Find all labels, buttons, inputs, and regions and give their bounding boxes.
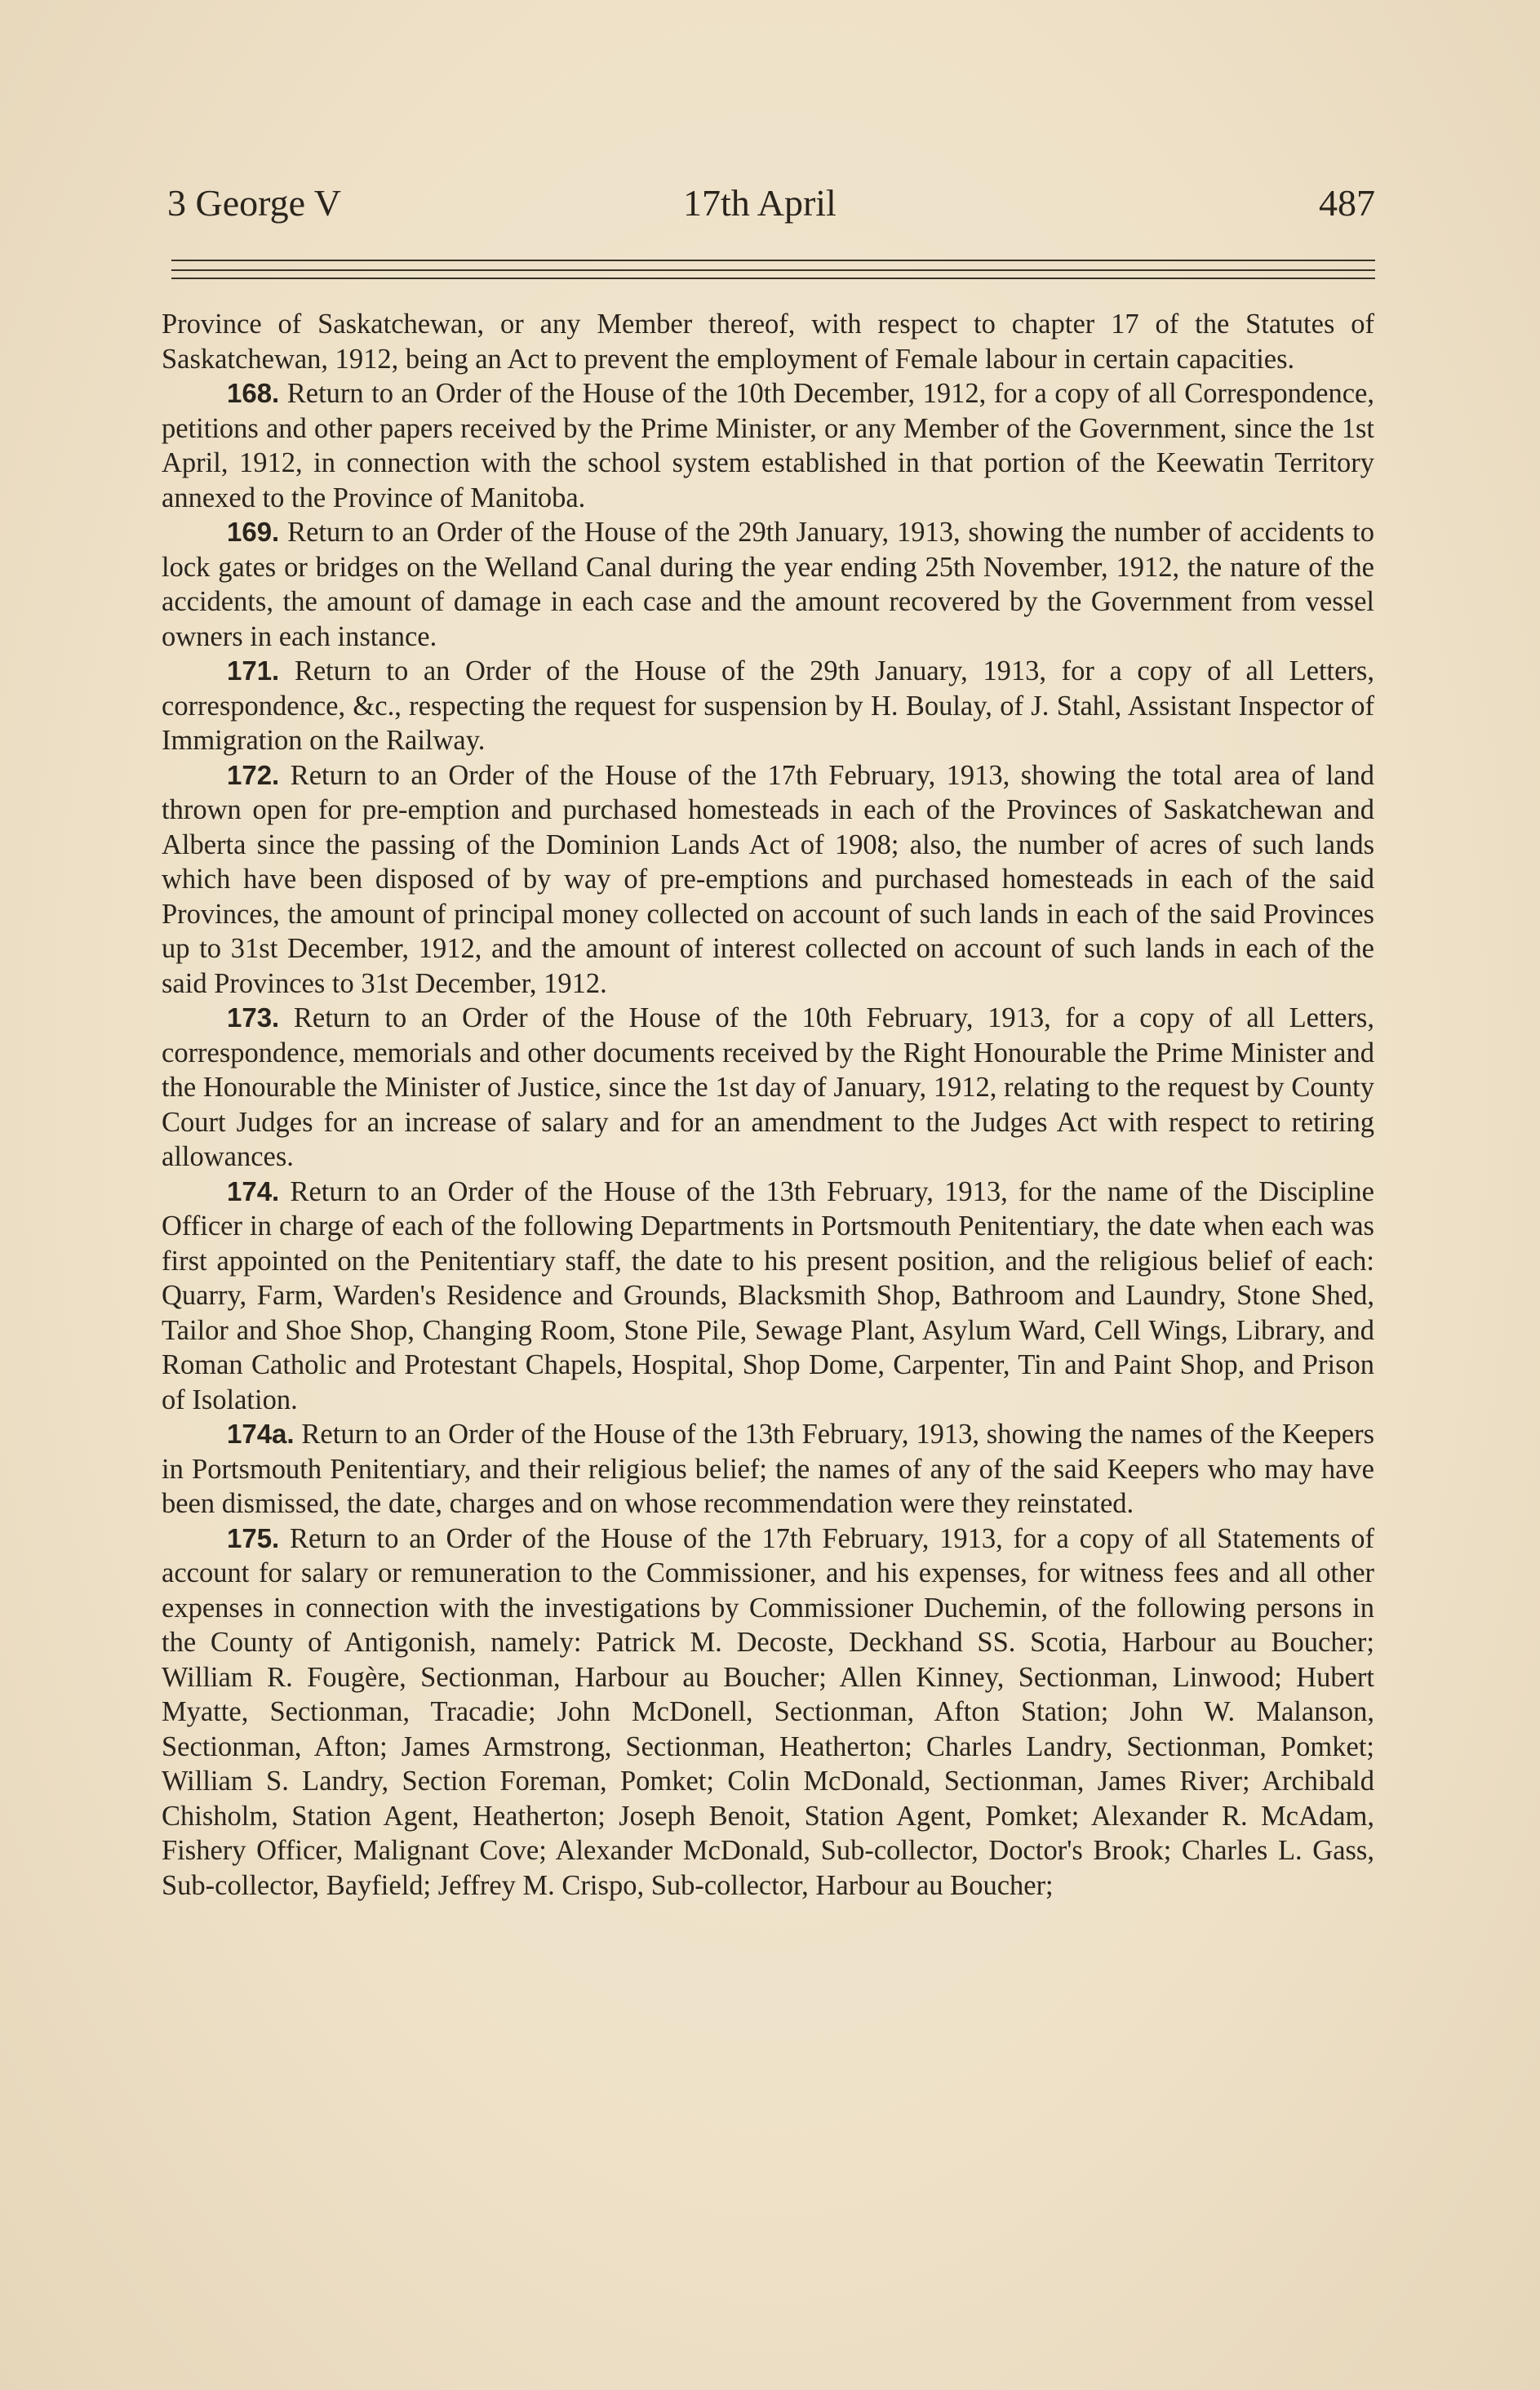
entry-number: 175. bbox=[227, 1522, 280, 1553]
entry-168 bbox=[162, 376, 1374, 515]
running-header bbox=[167, 175, 1375, 232]
entry-number: 168. bbox=[227, 378, 280, 408]
entry-text: Return to an Order of the House of the 10th December, 1912, for a copy of all Correspondence, petitions and other papers received by the Prime Minister, or any Member of the Government, since the 1st April, 1912, in connection with the school system established in that portion of the Keewatin Territory annexed to the Province of Manitoba. bbox=[162, 378, 1374, 513]
entry-171 bbox=[162, 654, 1374, 758]
entry-169 bbox=[162, 515, 1374, 654]
header-date: 17th April bbox=[683, 182, 837, 224]
entry-text: Return to an Order of the House of the 17th February, 1913, for a copy of all Statements of account for salary or remuneration to the Commissioner, and his expenses, for witness fees and all other expenses in connection with the investigations by Commissioner Duchemin, of the following persons in the County of Antigonish, namely: Patrick M. Decoste, Deckhand SS. Scotia, Harbour au Boucher; William R. Fougère, Sectionman, Harbour au Boucher; Allen Kinney, Sectionman, Linwood; Hubert Myatte, Sectionman, Tracadie; John McDonell, Sectionman, Afton Station; John W. Malanson, Sectionman, Afton; James Armstrong, Sectionman, Heatherton; Charles Landry, Sectionman, Pomket; William S. Landry, Section Foreman, Pomket; Colin McDonald, Sectionman, James River; Archibald Chisholm, Station Agent, Heatherton; Joseph Benoit, Station Agent, Pomket; Alexander R. McAdam, Fishery Officer, Malignant Cove; Alexander McDonald, Sub-collector, Doctor's Brook; Charles L. Gass, Sub-collector, Bayfield; Jeffrey M. Crispo, Sub-collector, Harbour au Boucher; bbox=[162, 1522, 1374, 1901]
entry-text: Return to an Order of the House of the 17th February, 1913, showing the total area of land thrown open for pre-emption and purchased homesteads in each of the Provinces of Saskatchewan and Alberta since the passing of the Dominion Lands Act of 1908; also, the number of acres of such lands which have been disposed of by way of pre-emptions and purchased homesteads in each of the said Provinces, the amount of principal money collected on account of such lands in each of the said Provinces up to 31st December, 1912, and the amount of interest collected on account of such lands in each of the said Provinces to 31st December, 1912. bbox=[162, 759, 1374, 999]
entry-text: Return to an Order of the House of the 10th February, 1913, for a copy of all Letters, correspondence, memorials and other documents received by the Right Honourable the Prime Minister and the Honourable the Minister of Justice, since the 1st day of January, 1912, relating to the request by County Court Judges for an increase of salary and for an amendment to the Judges Act with respect to retiring allowances. bbox=[162, 1002, 1374, 1172]
header-regnal-year: 3 George V bbox=[167, 182, 341, 224]
entry-text: Return to an Order of the House of the 13th February, 1913, showing the names of the Keepers in Portsmouth Penitentiary, and their religious belief; the names of any of the said Keepers who may have been dismissed, the date, charges and on whose recommendation were they reinstated. bbox=[162, 1419, 1374, 1519]
entry-173 bbox=[162, 1001, 1374, 1175]
header-rule-middle bbox=[171, 269, 1375, 271]
continued-paragraph: Province of Saskatchewan, or any Member thereof, with respect to chapter 17 of the Statutes of Saskatchewan, 1912, being an Act to prevent the employment of Female labour in certain capacities. bbox=[162, 309, 1374, 375]
entry-175 bbox=[162, 1522, 1374, 1904]
entry-174a bbox=[162, 1417, 1374, 1522]
header-rule-bottom bbox=[171, 278, 1375, 279]
entry-text: Return to an Order of the House of the 29th January, 1913, showing the number of accidents to lock gates or bridges on the Welland Canal during the year ending 25th November, 1912, the nature of the accidents, the amount of damage in each case and the amount recovered by the Government from vessel owners in each instance. bbox=[162, 517, 1374, 652]
entry-text: Return to an Order of the House of the 29th January, 1913, for a copy of all Letters, correspondence, &c., respecting the request for suspension by H. Boulay, of J. Stahl, Assistant Inspector of Immigration on the Railway. bbox=[162, 655, 1374, 756]
document-body bbox=[162, 307, 1374, 2184]
entry-text: Return to an Order of the House of the 13th February, 1913, for the name of the Discipline Officer in charge of each of the following Departments in Portsmouth Penitentiary, the date when each was first appointed on the Penitentiary staff, the date to his present position, and the religious belief of each: Quarry, Farm, Warden's Residence and Grounds, Blacksmith Shop, Bathroom and Laundry, Stone Shed, Tailor and Shoe Shop, Changing Room, Stone Pile, Sewage Plant, Asylum Ward, Cell Wings, Library, and Roman Catholic and Protestant Chapels, Hospital, Shop Dome, Carpenter, Tin and Paint Shop, and Prison of Isolation. bbox=[162, 1175, 1374, 1415]
entry-number: 171. bbox=[227, 655, 280, 686]
entry-number: 172. bbox=[227, 759, 280, 790]
page-number: 487 bbox=[1319, 182, 1375, 224]
entry-number: 169. bbox=[227, 517, 280, 547]
header-rule-top bbox=[171, 260, 1375, 261]
entry-174 bbox=[162, 1175, 1374, 1418]
entry-172 bbox=[162, 758, 1374, 1002]
entry-number: 173. bbox=[227, 1002, 280, 1033]
entry-number: 174. bbox=[227, 1175, 280, 1206]
entry-number: 174a. bbox=[227, 1419, 295, 1449]
